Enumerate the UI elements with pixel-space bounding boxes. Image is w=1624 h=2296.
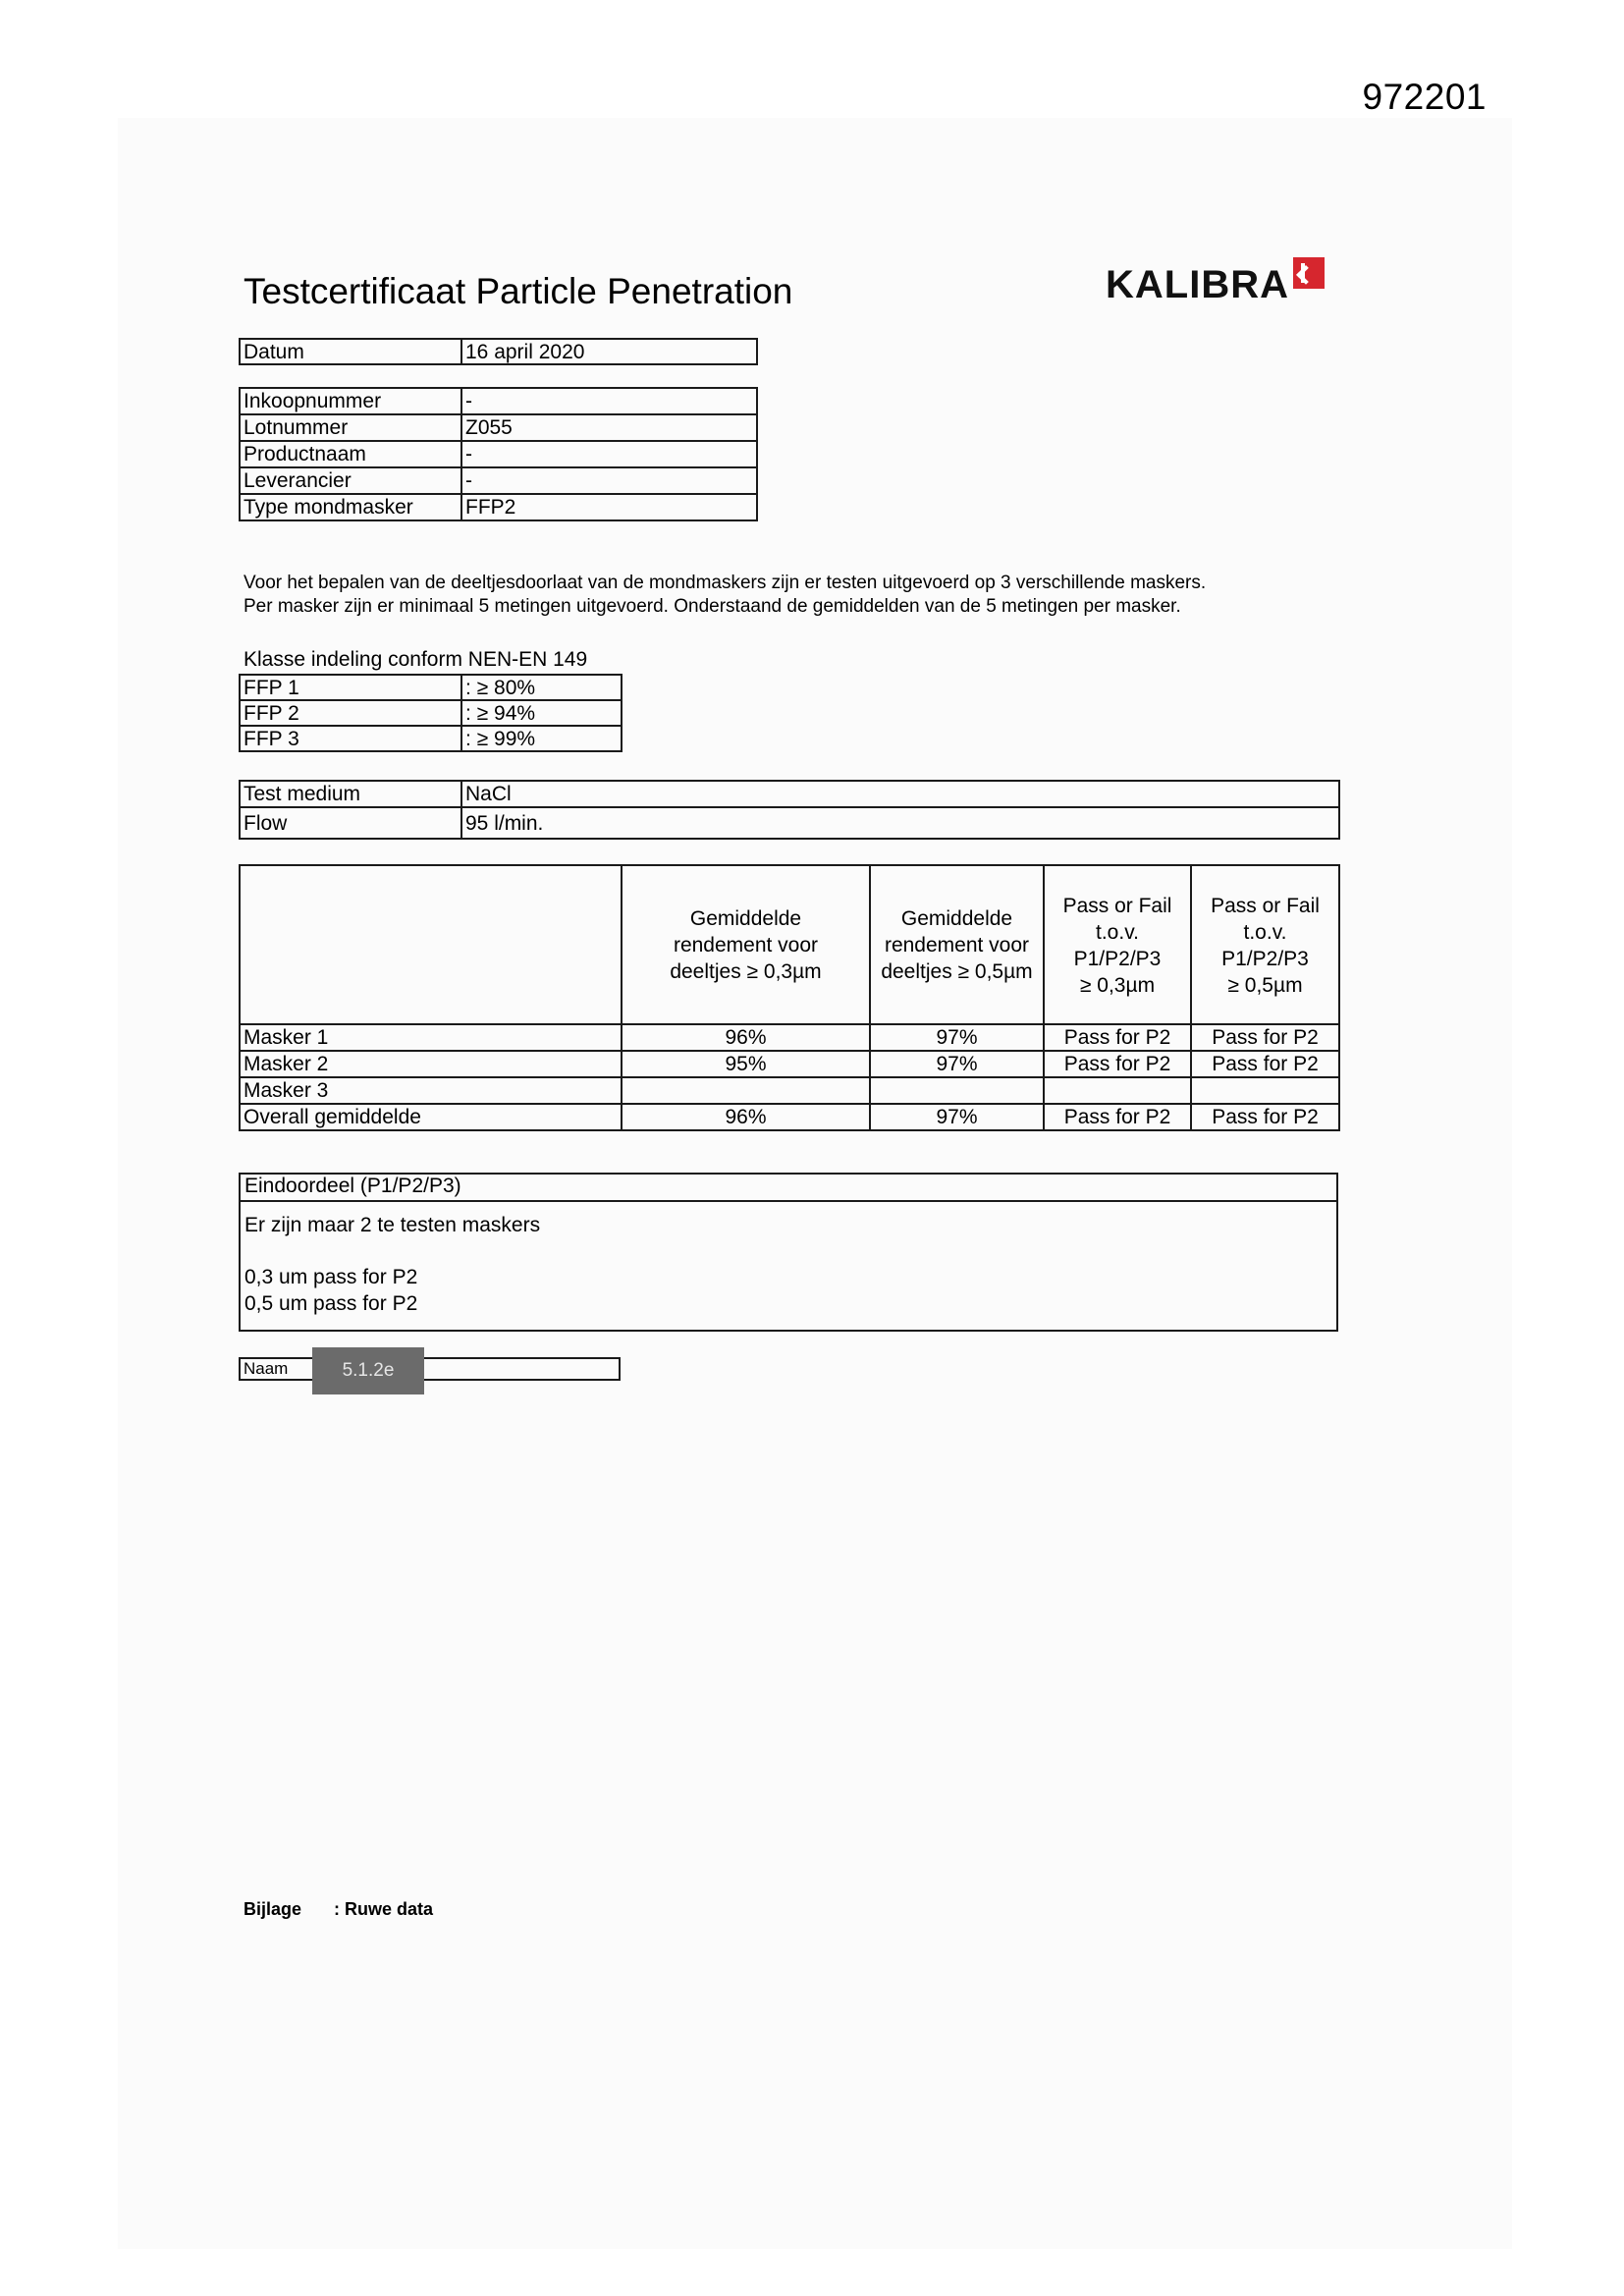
header-line: rendement voor [884, 933, 1030, 957]
mask-label: Masker 3 [240, 1077, 622, 1104]
mask-label: Overall gemiddelde [240, 1104, 622, 1130]
verdict-line: Er zijn maar 2 te testen maskers [244, 1214, 541, 1236]
rendement-05: 97% [870, 1104, 1044, 1130]
info-label: Lotnummer [240, 414, 461, 441]
header-rendement-05 [870, 865, 1044, 1024]
table-row [240, 700, 622, 726]
header-line: ≥ 0,5µm [1227, 974, 1303, 997]
header-line: P1/P2/P3 [1073, 948, 1162, 970]
redaction-block: 5.1.2e [312, 1347, 424, 1394]
header-line: Pass or Fail [1211, 895, 1320, 917]
flow-value: 95 l/min. [461, 807, 1339, 839]
rendement-05: 97% [870, 1051, 1044, 1077]
rendement-03: 95% [622, 1051, 870, 1077]
rendement-03: 96% [622, 1024, 870, 1051]
description-line: Voor het bepalen van de deeltjesdoorlaat van de mondmaskers zijn er testen uitgevoerd op 3 verschillende maskers. [244, 573, 1207, 593]
klasse-label: FFP 2 [240, 700, 461, 726]
klasse-title: Klasse indeling conform NEN-EN 149 [244, 648, 588, 671]
bijlage-label: Bijlage [244, 1899, 302, 1919]
results-header-row [240, 865, 1339, 1024]
pass-fail-05: Pass for P2 [1191, 1051, 1339, 1077]
naam-field [239, 1357, 621, 1381]
logo-text: KALIBRA [1106, 263, 1289, 306]
pass-fail-05 [1191, 1077, 1339, 1104]
datum-table [239, 338, 758, 365]
header-pass-fail-03 [1044, 865, 1191, 1024]
pass-fail-05: Pass for P2 [1191, 1104, 1339, 1130]
document-number: 972201 [1362, 77, 1487, 117]
rendement-03 [622, 1077, 870, 1104]
header-line: deeltjes ≥ 0,5µm [881, 959, 1033, 983]
header-line: deeltjes ≥ 0,3µm [670, 959, 822, 983]
verdict-header: Eindoordeel (P1/P2/P3) [241, 1175, 1336, 1202]
test-medium-label: Test medium [240, 781, 461, 807]
datum-value: 16 april 2020 [461, 339, 757, 364]
verdict-box [239, 1173, 1338, 1332]
header-line: Pass or Fail [1062, 895, 1172, 917]
test-conditions-table [239, 780, 1340, 840]
mask-label: Masker 1 [240, 1024, 622, 1051]
description [244, 572, 1343, 619]
header-empty [240, 865, 622, 1024]
klasse-value: : ≥ 99% [461, 726, 622, 751]
header-line: t.o.v. [1243, 921, 1287, 944]
info-value: - [461, 388, 757, 414]
datum-label: Datum [240, 339, 461, 364]
pass-fail-03: Pass for P2 [1044, 1024, 1191, 1051]
header-line: P1/P2/P3 [1221, 948, 1309, 970]
klasse-value: : ≥ 94% [461, 700, 622, 726]
table-row [240, 388, 757, 414]
table-row [240, 781, 1339, 807]
flow-label: Flow [240, 807, 461, 839]
product-info-table [239, 387, 758, 521]
table-row [240, 726, 622, 751]
table-row [240, 441, 757, 467]
mask-label: Masker 2 [240, 1051, 622, 1077]
header-line: Gemiddelde [689, 906, 802, 930]
description-line: Per masker zijn er minimaal 5 metingen uitgevoerd. Onderstaand de gemiddelden van de 5 metingen per masker. [244, 596, 1181, 617]
header-line: t.o.v. [1096, 921, 1139, 944]
klasse-label: FFP 1 [240, 675, 461, 700]
table-row [240, 494, 757, 520]
pass-fail-03: Pass for P2 [1044, 1104, 1191, 1130]
table-row [240, 1024, 1339, 1051]
verdict-line: 0,3 um pass for P2 [244, 1266, 418, 1288]
pass-fail-03 [1044, 1077, 1191, 1104]
table-row [240, 414, 757, 441]
rendement-05: 97% [870, 1024, 1044, 1051]
table-row [240, 1051, 1339, 1077]
info-label: Type mondmasker [240, 494, 461, 520]
naam-label: Naam [244, 1359, 289, 1378]
page-title: Testcertificaat Particle Penetration [244, 271, 793, 311]
results-table [239, 864, 1340, 1131]
header-pass-fail-05 [1191, 865, 1339, 1024]
verdict-line: 0,5 um pass for P2 [244, 1292, 418, 1315]
rendement-03: 96% [622, 1104, 870, 1130]
info-value: Z055 [461, 414, 757, 441]
rendement-05 [870, 1077, 1044, 1104]
info-label: Productnaam [240, 441, 461, 467]
table-row [240, 467, 757, 494]
table-row [240, 675, 622, 700]
info-value: FFP2 [461, 494, 757, 520]
header-line: rendement voor [673, 933, 819, 957]
kalibra-k-icon [1293, 257, 1325, 289]
kalibra-logo [1106, 257, 1325, 306]
header-rendement-03 [622, 865, 870, 1024]
test-medium-value: NaCl [461, 781, 1339, 807]
info-label: Inkoopnummer [240, 388, 461, 414]
header-line: ≥ 0,3µm [1079, 974, 1156, 997]
table-row [240, 1077, 1339, 1104]
klasse-label: FFP 3 [240, 726, 461, 751]
klasse-value: : ≥ 80% [461, 675, 622, 700]
pass-fail-03: Pass for P2 [1044, 1051, 1191, 1077]
bijlage-value: : Ruwe data [334, 1899, 434, 1919]
klasse-table [239, 674, 623, 752]
table-row [240, 1104, 1339, 1130]
header-line: Gemiddelde [900, 906, 1013, 930]
table-row [240, 807, 1339, 839]
info-value: - [461, 467, 757, 494]
pass-fail-05: Pass for P2 [1191, 1024, 1339, 1051]
info-value: - [461, 441, 757, 467]
info-label: Leverancier [240, 467, 461, 494]
